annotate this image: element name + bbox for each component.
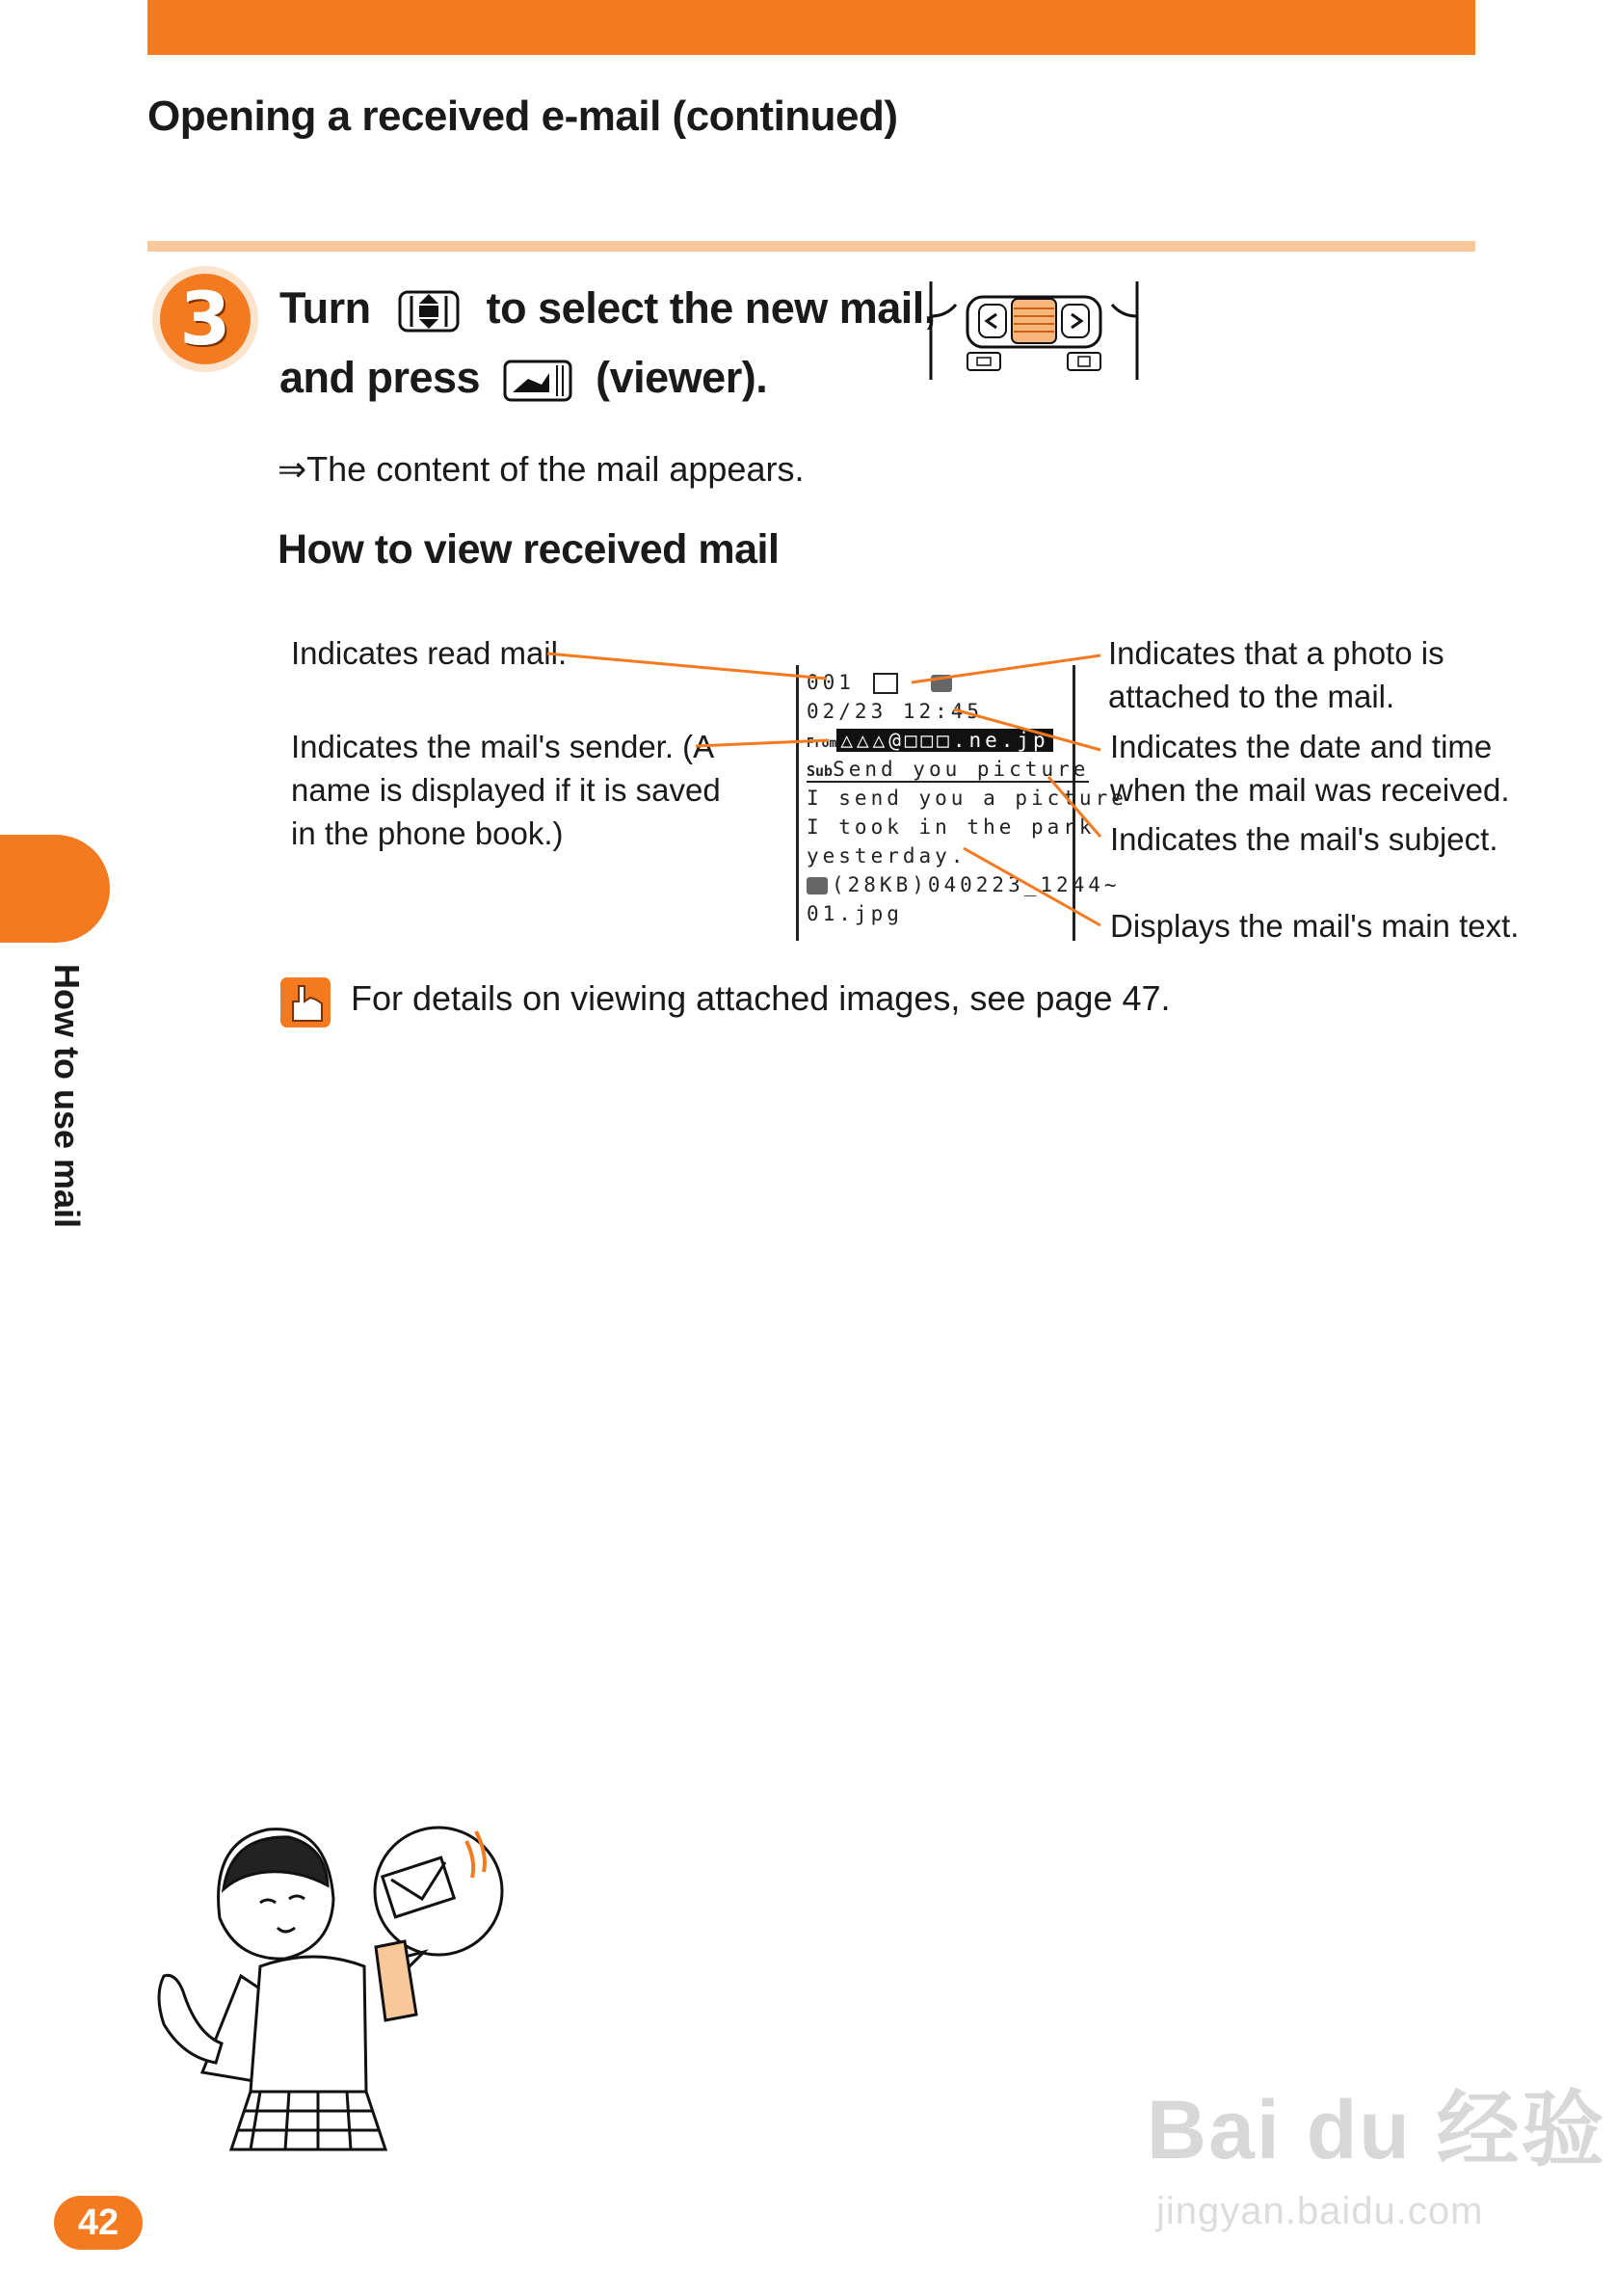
side-tab [0,835,110,943]
screen-body-line3: yesterday. [807,844,967,868]
step-number: 3 [160,274,251,364]
attachment-name: (28KB)040223_1244~ [832,873,1121,896]
step-result: ⇒The content of the mail appears. [278,449,805,489]
screen-mail-number: 001 [807,671,855,694]
baidu-watermark-url: jingyan.baidu.com [1156,2190,1484,2232]
callout-datetime-line1: Indicates the date and time [1110,729,1493,764]
callout-leader-lines [0,0,1616,964]
note-text: For details on viewing attached images, see page 47. [351,978,1171,1018]
step-text-select: to select the new mail, [486,283,936,333]
screen-datetime: 02/23 12:45 [807,700,984,723]
callout-sender-line1: Indicates the mail's sender. (A [291,729,715,764]
page-number: 42 [54,2196,143,2250]
subject-text: Send you picture [833,758,1090,781]
callout-datetime-line2: when the mail was received. [1110,772,1510,808]
screen-attachment-line2: 01.jpg [807,902,903,925]
callout-sender-line3: in the phone book.) [291,815,564,851]
from-label: From [807,736,837,751]
callout-body: Displays the mail's main text. [1110,908,1520,944]
step-text-viewer: (viewer). [596,353,768,402]
pointing-hand-icon [279,976,331,1028]
section-title: How to view received mail [278,526,780,573]
callout-subject: Indicates the mail's subject. [1110,821,1498,857]
step-text-turn: Turn [279,283,371,333]
girl-reading-mail-illustration [145,1802,511,2188]
sender-address: △△△@□□□.ne.jp [836,729,1052,752]
callout-read-mail: Indicates read mail. [291,635,568,671]
screen-body-line2: I took in the park [807,815,1096,839]
callout-photo-line2: attached to the mail. [1108,679,1395,714]
baidu-watermark: Bai du 经验 [1147,2084,1606,2176]
page-title: Opening a received e-mail (continued) [147,93,898,140]
sub-label: Sub [807,762,834,780]
callout-photo-line1: Indicates that a photo is [1108,635,1444,671]
screen-body-line1: I send you a picture [807,787,1127,810]
step-text-press: and press [279,353,481,402]
callout-sender-line2: name is displayed if it is saved [291,772,721,808]
side-tab-label: How to use mail [47,964,87,1229]
